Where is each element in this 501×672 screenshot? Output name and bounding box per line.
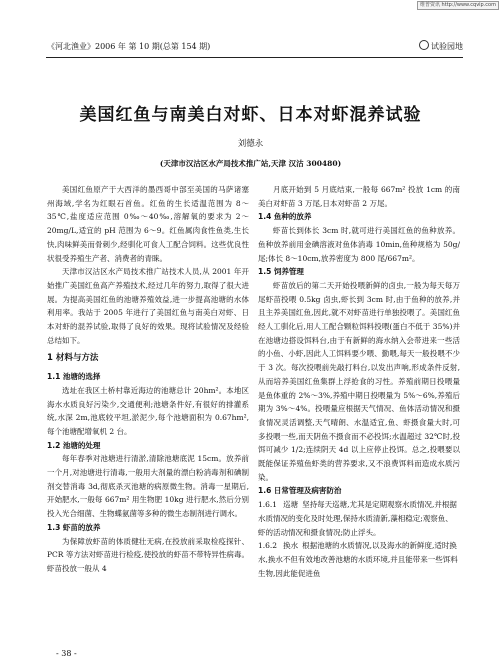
- left-column: [47, 183, 249, 576]
- header-rule: [46, 57, 463, 58]
- paragraph: 虾苗长到体长 3cm 时,就可进行美国红鱼的鱼种放养。鱼种放养前用金碘溶液对鱼体消毒 10min,鱼种规格为 50g/尾;体长 8～10cm,放养密度为 800 尾/667m²。: [258, 226, 460, 263]
- right-column: [258, 183, 460, 580]
- paragraph: 为保障放虾苗的体质健壮无病,在投放前采取检疫探针、PCR 等方法对虾苗进行检疫,使投放的虾苗不带特异性病毒。虾苗投放一般从 4: [47, 536, 249, 573]
- article-author: 刘德永: [237, 139, 264, 149]
- paragraph-inline: 坚持每天巡塘,尤其是定期观察水质情况,并根据水质情况的变化及时处理,保持水质清新,藻相稳定;观察鱼、虾的活动情况和摄食情况;防止浮头。: [258, 500, 457, 537]
- paragraph: 虾苗放后的第二天开始投喂新鲜的卤虫,一般为每天每万尾虾苗投喂 0.5kg 卤虫,虾长到 3cm 时,由于鱼种的放养,并且主养美国红鱼,因此,就不对虾苗进行单独投喂了。美国红鱼经人工驯化后,用人工配合颗粒饵料投喂(蛋白不低于 35%)并在池塘边搭设饵料台,由于有新鲜的海水纳入会带进来一些活的小鱼、小虾,因此人工饵料要少喂、勤喂,每天一般投喂不少于 3 次。每次投喂前先敲打料台,以发出声响,形成条件反射,从而培养美国红鱼集群上浮抢食的习性。养殖前期日投喂量是鱼体重的 2%～3%,养殖中期日投喂量为 5%～6%,养殖后期为 3%～4%。投喂量应根据天气情况、鱼体活动情况和摄食情况灵活调整,天气晴朗、水温适宜,鱼、虾摄食量大时,可多投喂一些,而天阴鱼不摄食而不必投饵;水温超过 32℃时,投饵可减少 1/2;连续阴天 4d 以上应停止投饵。总之,投喂要以既能保证养殖鱼虾类的营养要求,又不浪费饵料而造成水质污染。: [258, 280, 460, 482]
- running-head: [47, 39, 463, 55]
- paragraph: 美国红鱼原产于大西洋的墨西哥中部至美国的马萨诸塞州海域,学名为红眼石首鱼。红鱼的生长适温范围为 8～35℃,盐度适应范围 0‰～40‰,溶解氧的要求为 2～20mg/L,适宜的 pH 范围为 6～9。红鱼属肉食性鱼类,生长快,肉味鲜美而骨刺少,经驯化可食人工配合饲料。这些优良性状很受养殖生产者、消费者的青睐。: [47, 185, 249, 263]
- subsection-heading: 1.1 池塘的选择: [47, 372, 101, 382]
- article-affiliation: (天津市汉沽区水产局技术推广站,天津 汉沽 300480): [159, 159, 342, 168]
- subsubsection-heading: [258, 539, 460, 580]
- subsection-heading: 1.3 虾苗的放养: [47, 522, 101, 532]
- section-heading: 1 材料与方法: [47, 353, 99, 364]
- paragraph: 天津市汉沽区水产局技术推广站技术人员,从 2001 年开始推广美国红鱼高产养殖技术,经过几年的努力,取得了很大进展。为提高美国红鱼的池塘养殖效益,进一步提高池塘的水体利用率。我站于 2005 年进行了美国红鱼与南美白对虾、日本对虾的混养试验,取得了良好的效果。现将试验情况及经验总结如下。: [47, 267, 249, 345]
- section-label: 试验园地: [419, 39, 463, 55]
- heading-title: 巡塘: [283, 500, 299, 510]
- subsubsection-heading: [258, 498, 460, 539]
- subsection-heading: 1.6 日常管理及病害防治: [258, 486, 342, 496]
- heading-title: 换水: [283, 541, 299, 551]
- article-title: 美国红鱼与南美白对虾、日本对虾混养试验: [79, 105, 422, 125]
- paragraph: 选址在我区土桥村靠近海边的池塘总计 20hm²。本地区海水水质良好污染少,交通便利;池塘条件好,有很好的排灌系统,水深 2m,池底较平坦,淤泥少,每个池塘面积为 0.67hm²,每个池塘配增氧机 2 台。: [47, 385, 249, 436]
- page-number: - 38 -: [56, 649, 77, 658]
- journal-citation: 《河北渔业》2006 年 第 10 期(总第 154 期): [47, 42, 211, 51]
- subsection-heading: 1.4 鱼种的放养: [258, 212, 312, 222]
- heading-number: 1.6.1: [258, 500, 278, 510]
- paragraph: 月底开始到 5 月底结束,一般每 667m² 投放 1cm 的南美白对虾苗 3 万尾,日本对虾苗 2 万尾。: [258, 185, 460, 208]
- watermark: 维普资讯 http://www.cqvip.com: [417, 1, 499, 10]
- paragraph: 每年春季对池塘进行清淤,清除池塘底泥 15cm。放养前一个月,对池塘进行清毒,一般用大剂量的漂白粉消毒剂和碘制剂交替消毒 3d,彻底杀灭池塘的病原微生物。消毒一星期后,开始肥水,一般每 667m² 用生物肥 10kg 进行肥水,然后分别投入光合细菌、生物蝶氨菌等多种的微生态制剂进行调水。: [47, 454, 249, 519]
- subsection-heading: 1.2 池塘的处理: [47, 440, 101, 450]
- heading-number: 1.6.2: [258, 541, 278, 551]
- paragraph-inline: 根据池塘的水质情况,以及海水的新鲜度,适时换水,换水不但有效地改善池塘的水质环境,并且能带来一些饵料生物,因此能促进鱼: [258, 541, 458, 578]
- subsection-heading: 1.5 饲养管理: [258, 267, 304, 277]
